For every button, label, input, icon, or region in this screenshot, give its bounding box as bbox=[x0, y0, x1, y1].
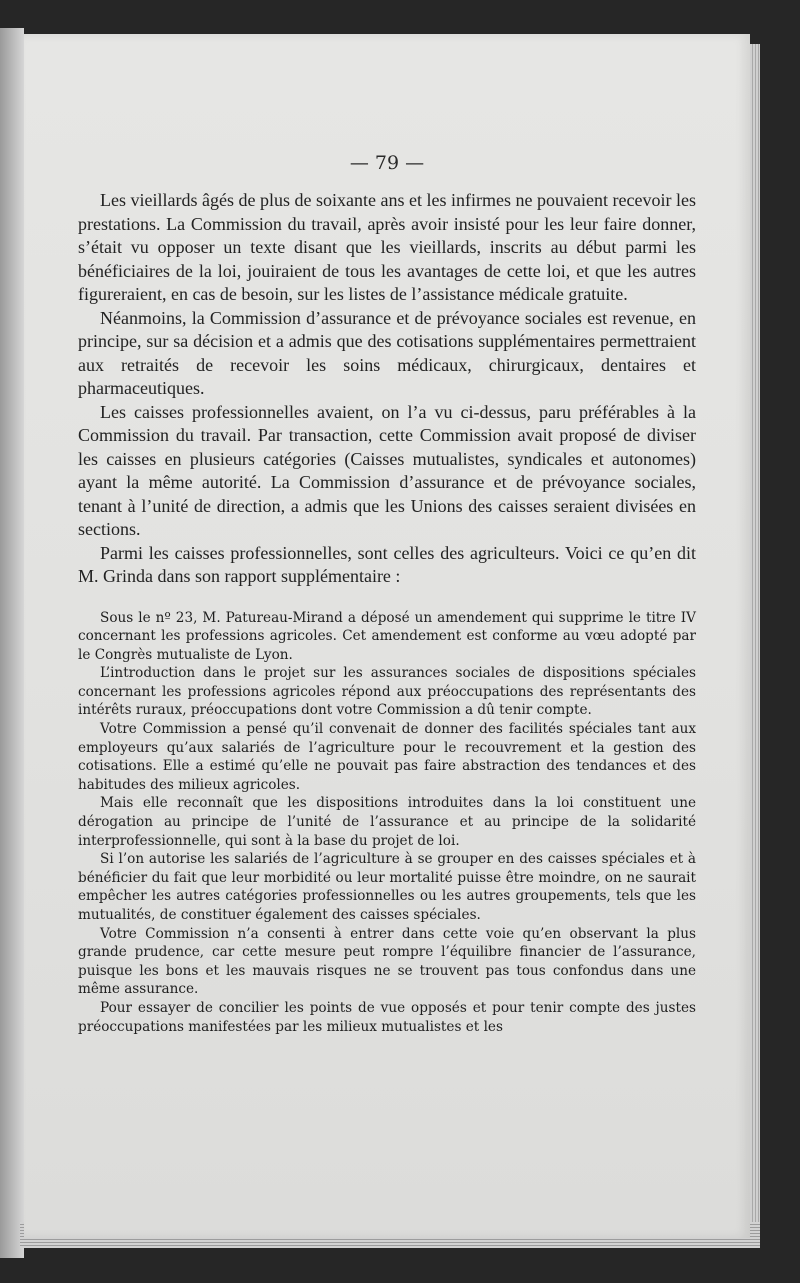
quoted-paragraph: Votre Commission a pensé qu’il convenait de donner des facilités spéciales tant aux employeurs qu’aux salariés de l’agriculture pour le recouvrement et la gestion des cotisations. Elle a estimé qu’elle ne pouvait pas faire abstraction des tendances et des habitudes des milieux agricoles. bbox=[78, 721, 696, 793]
page-body bbox=[78, 189, 696, 1036]
quoted-paragraph: Sous le nº 23, M. Patureau-Mirand a déposé un amendement qui supprime le titre IV concernant les professions agricoles. Cet amendement est conforme au vœu adopté par le Congrès mutualiste de Lyon. bbox=[78, 609, 696, 663]
quoted-paragraph: Pour essayer de concilier les points de vue opposés et pour tenir compte des justes préoccupations manifestées par les milieux mutualistes et les bbox=[78, 999, 696, 1035]
paragraph: Néanmoins, la Commission d’assurance et de prévoyance sociales est revenue, en principe, sur sa décision et a admis que des cotisations supplémentaires permettraient aux retraités de recevoir les soins médicaux, chirurgicaux, dentaires et pharmaceutiques. bbox=[78, 307, 696, 398]
quoted-paragraph: Votre Commission n’a consenti à entrer dans cette voie qu’en observant la plus grande prudence, car cette mesure peut rompre l’équilibre financier de l’assurance, puisque les bons et les mauvais risques ne se trouvent pas tous confondus dans une même assurance. bbox=[78, 925, 696, 998]
book-page bbox=[24, 34, 750, 1238]
paragraph: Les vieillards âgés de plus de soixante ans et les infirmes ne pouvaient recevoir les prestations. La Commission du travail, après avoir insisté pour les leur faire donner, s’était vu opposer un texte disant que les vieillards, inscrits au début parmi les bénéficiaires de la loi, jouiraient de tous les avantages de cette loi, et que les autres figureraient, en cas de besoin, sur les listes de l’assistance médicale gratuite. bbox=[78, 190, 696, 304]
left-page-edge bbox=[0, 28, 24, 1258]
paragraph: Les caisses professionnelles avaient, on l’a vu ci-dessus, paru préférables à la Commission du travail. Par transaction, cette Commission avait proposé de diviser les caisses en plusieurs catégories (Caisses mutualistes, syndicales et autonomes) ayant la même autorité. La Commission d’assurance et de prévoyance sociales, tenant à l’unité de direction, a admis que les Unions des caisses seraient divisées en sections. bbox=[78, 401, 696, 539]
paragraph: Parmi les caisses professionnelles, sont celles des agriculteurs. Voici ce qu’en dit M. Grinda dans son rapport supplémentaire : bbox=[78, 542, 696, 586]
page-number: — 79 — bbox=[349, 152, 425, 174]
quoted-paragraph: L’introduction dans le projet sur les assurances sociales de dispositions spéciales concernant les professions agricoles répond aux préoccupations des représentants des intérêts ruraux, préoccupations dont votre Commission a dû tenir compte. bbox=[78, 665, 696, 719]
quoted-paragraph: Si l’on autorise les salariés de l’agriculture à se grouper en des caisses spéciales et à bénéficier du fait que leur morbidité ou leur mortalité puisse être moindre, on ne saurait empêcher les autres catégories professionnelles ou les autres groupements, tels que les mutualités, de constituer également des caisses spéciales. bbox=[78, 851, 696, 923]
quoted-report-excerpt bbox=[78, 609, 696, 1037]
quoted-paragraph: Mais elle reconnaît que les dispositions introduites dans la loi constituent une dérogation au principe de l’unité de l’assurance et au principe de la solidarité interprofessionnelle, qui sont à la base du projet de loi. bbox=[78, 795, 696, 849]
